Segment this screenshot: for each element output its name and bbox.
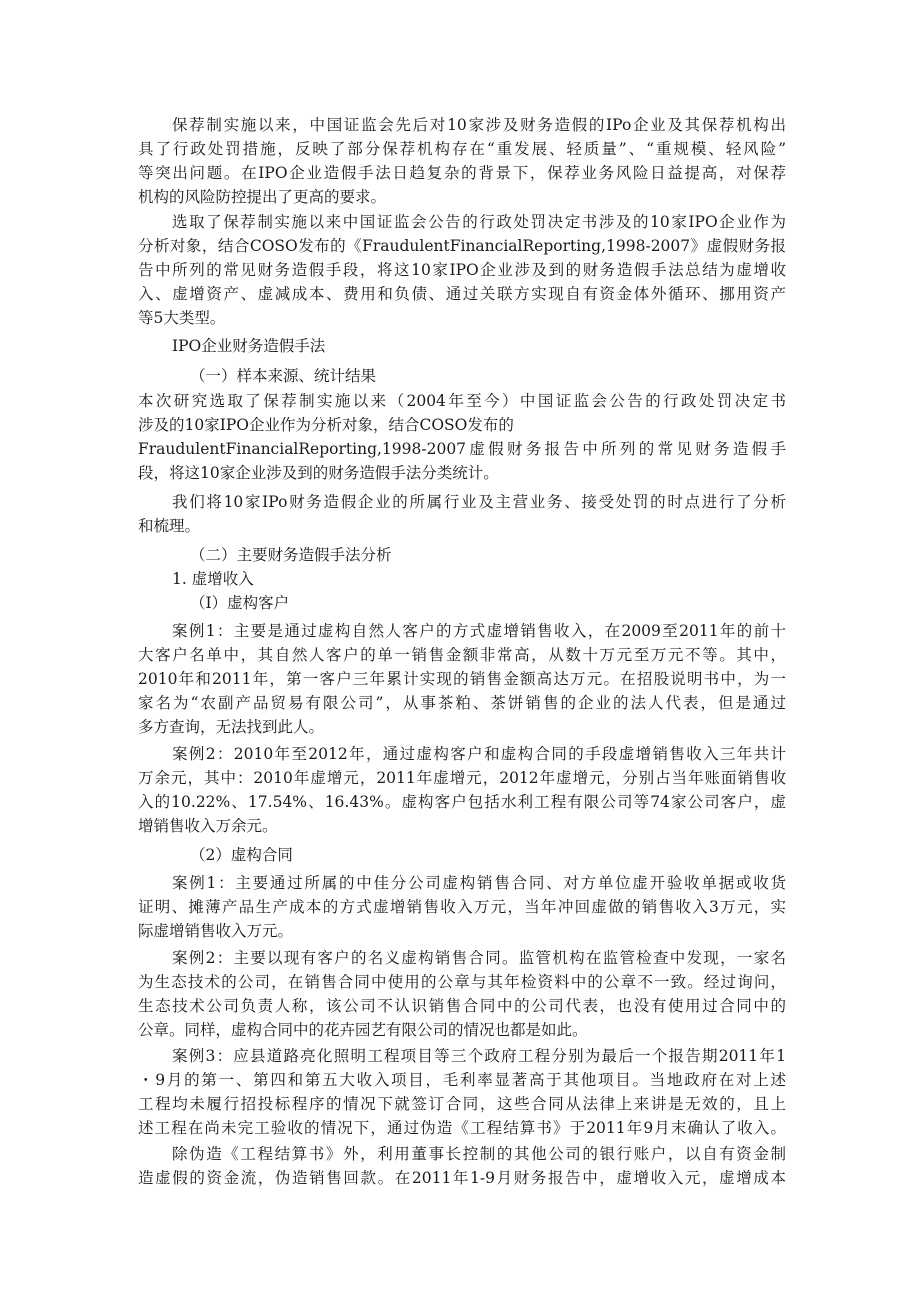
text-line: 具了行政处罚措施，反映了部分保荐机构存在“重发展、轻质量”、“重规模、轻风险”	[138, 140, 786, 158]
text-line: 案例2：2010年至2012年，通过虚构客户和虚构合同的手段虚增销售收入三年共计	[172, 745, 786, 763]
text-line: IPO企业财务造假手法	[172, 337, 326, 355]
text-line: 等5大类型。	[138, 309, 226, 327]
text-line: 述工程在尚未完工验收的情况下，通过伪造《工程结算书》于2011年9月末确认了收入。	[138, 1119, 786, 1137]
text-line: （I）虚构客户	[190, 594, 290, 612]
text-line: 等突出问题。在IPO企业造假手法日趋复杂的背景下，保荐业务风险日益提高，对保荐	[138, 164, 786, 182]
text-line: 分析对象，结合COSO发布的《FraudulentFinancialReporting,1998-2007》虚假财务报	[138, 237, 786, 255]
text-line: 增销售收入万余元。	[138, 817, 278, 835]
text-line: ・9月的第一、第四和第五大收入项目，毛利率显著高于其他项目。当地政府在对上述	[138, 1071, 786, 1089]
text-line: 造虚假的资金流，伪造销售回款。在2011年1-9月财务报告中，虚增收入元，虚增成本	[138, 1169, 786, 1187]
text-line: 证明、摊薄产品生产成本的方式虚增销售收入万元，当年冲回虚做的销售收入3万元，实	[138, 898, 786, 916]
text-line: 际虚增销售收入万元。	[138, 922, 294, 940]
text-line: 选取了保荐制实施以来中国证监会公告的行政处罚决定书涉及的10家IPO企业作为	[172, 213, 786, 231]
text-line: 大客户名单中，其自然人客户的单一销售金额非常高，从数十万元至万元不等。其中，	[138, 646, 786, 664]
text-line: 2010年和2011年，第一客户三年累计实现的销售金额高达万元。在招股说明书中，为一	[138, 670, 786, 688]
text-line: 机构的风险防控提出了更高的要求。	[138, 188, 387, 206]
text-line: 告中所列的常见财务造假手段，将这10家IPO企业涉及到的财务造假手法总结为虚增收	[138, 261, 786, 279]
text-line: 生态技术公司负责人称，该公司不认识销售合同中的公司代表，也没有使用过合同中的	[138, 997, 786, 1015]
text-line: 入的10.22%、17.54%、16.43%。虚构客户包括水利工程有限公司等74家公司客户，虚	[138, 793, 786, 811]
text-line: （二）主要财务造假手法分析	[190, 546, 392, 564]
text-line: 1. 虚增收入	[172, 570, 254, 588]
text-line: 案例1：主要是通过虚构自然人客户的方式虚增销售收入，在2009至2011年的前十	[172, 622, 786, 640]
text-line: 本次研究选取了保荐制实施以来（2004年至今）中国证监会公告的行政处罚决定书	[138, 392, 786, 410]
text-line: 和梳理。	[138, 517, 201, 535]
text-line: 为生态技术的公司，在销售合同中使用的公章与其年检资料中的公章不一致。经过询问，	[138, 973, 786, 991]
text-line: 万余元，其中：2010年虚增元，2011年虚增元，2012年虚增元，分别占当年账面销售收	[138, 769, 786, 787]
text-line: 案例2：主要以现有客户的名义虚构销售合同。监管机构在监管检查中发现，一家名	[172, 949, 786, 967]
text-line: 案例3：应县道路亮化照明工程项目等三个政府工程分别为最后一个报告期2011年1	[172, 1047, 786, 1065]
text-line: 除伪造《工程结算书》外，利用董事长控制的其他公司的银行账户，以自有资金制	[172, 1145, 786, 1163]
text-line: FraudulentFinancialReporting,1998-2007虚假财务报告中所列的常见财务造假手	[138, 440, 786, 458]
text-line: 段，将这10家企业涉及到的财务造假手法分类统计。	[138, 464, 499, 482]
text-line: 多方查询，无法找到此人。	[138, 718, 325, 736]
text-line: 入、虚增资产、虚减成本、费用和负债、通过关联方实现自有资金体外循环、挪用资产	[138, 285, 786, 303]
text-line: （一）样本来源、统计结果	[190, 367, 377, 385]
text-line: 我们将10家IPo财务造假企业的所属行业及主营业务、接受处罚的时点进行了分析	[172, 493, 786, 511]
text-line: 保荐制实施以来，中国证监会先后对10家涉及财务造假的IPo企业及其保荐机构出	[172, 116, 786, 134]
text-line: 案例1：主要通过所属的中佳分公司虚构销售合同、对方单位虚开验收单据或收货	[172, 874, 786, 892]
text-line: 家名为“农副产品贸易有限公司”，从事茶粕、茶饼销售的企业的法人代表，但是通过	[138, 694, 786, 712]
text-line: 公章。同样，虚构合同中的花卉园艺有限公司的情况也都是如此。	[138, 1021, 588, 1039]
text-line: （2）虚构合同	[190, 846, 293, 864]
text-line: 工程均未履行招投标程序的情况下就签订合同，这些合同从法律上来讲是无效的，且上	[138, 1095, 786, 1113]
text-line: 涉及的10家IPO企业作为分析对象，结合COSO发布的	[138, 416, 514, 434]
